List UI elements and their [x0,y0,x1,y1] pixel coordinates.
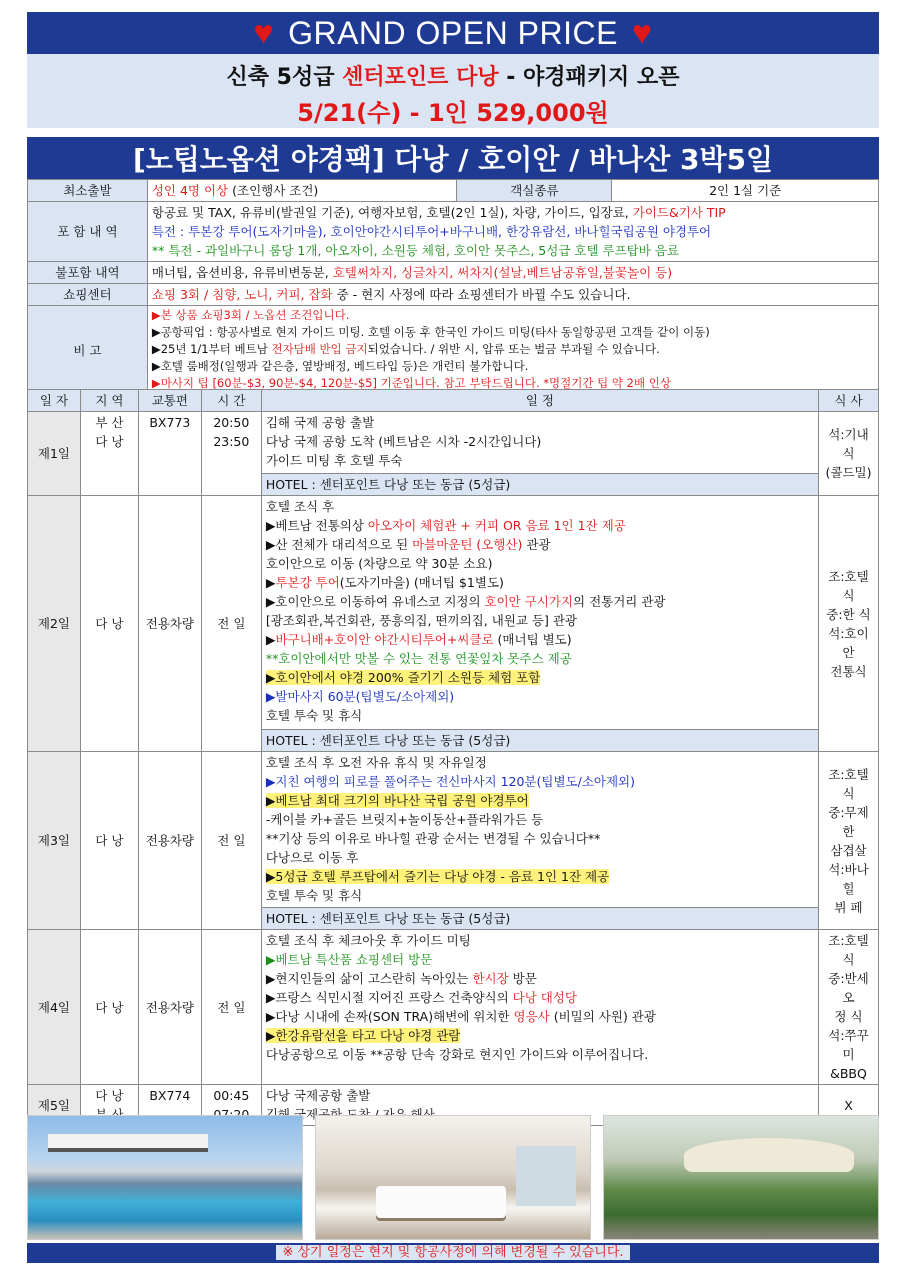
region: 부 산 다 낭 [80,412,138,496]
footer-notice: ※ 상기 일정은 현지 및 항공사정에 의해 변경될 수 있습니다. [27,1243,879,1263]
min-departure-value: 성인 4명 이상 (조인행사 조건) [147,180,457,202]
promo-subtitle [27,54,879,128]
transport: 전용차량 [138,930,201,1085]
excludes-label: 불포함 내역 [28,262,148,284]
hotel-info: HOTEL : 센터포인트 다낭 또는 동급 (5성급) [261,474,818,496]
day-label: 제2일 [28,496,81,752]
grand-open-banner [27,12,879,54]
heart-icon: ♥ [253,13,275,52]
region: 다 낭 [80,752,138,930]
time: 전 일 [201,930,261,1085]
region: 다 낭 [80,930,138,1085]
time: 전 일 [201,496,261,752]
transport: 전용차량 [138,752,201,930]
transport: 전용차량 [138,496,201,752]
excludes-value: 매너팁, 옵션비용, 유류비변동분, 호텔써차지, 싱글차지, 써차지(설날,베트남공휴일,불꽃놀이 등) [147,262,878,284]
includes-value: 항공료 및 TAX, 유류비(발권일 기준), 여행자보험, 호텔(2인 1실), 차량, 가이드, 입장료, 가이드&기사 TIP 특전 : 투본강 투어(도자기마을), 호이안야간시티투어+바구니배, 한강유람선, 바나힐국립공원 야경투어 ** 특전 - 과일바구니 룸당 1개, 아오자이, 소원등 체험, 호이안 못주스, 5성급 호텔 루프탑바 음료 [147,202,878,262]
time: 00:45 [201,1085,261,1126]
includes-label: 포 함 내 역 [28,202,148,262]
itinerary-day-2 [28,496,879,730]
time: 전 일 [201,752,261,930]
schedule-detail: 김해 국제 공항 출발 다낭 국제 공항 도착 (베트남은 시차 -2시간입니다) 가이드 미팅 후 호텔 투숙 [261,412,818,474]
schedule-detail: 다낭 국제공항 출발 [261,1085,818,1126]
itinerary-day-3 [28,752,879,908]
promo-line-1: 신축 5성급 센터포인트 다낭 - 야경패키지 오픈 [226,65,680,90]
meals: 조:호텔식 중:무제한 삼겹살 석:바나힐 뷔 페 [818,752,878,930]
promo-line-2: 5/21(수) - 1인 529,000원 [297,99,609,127]
schedule-detail: 호텔 조식 후 체크아웃 후 가이드 미팅 ▶베트남 특산품 쇼핑센터 방문 ▶현지인들의 삶이 고스란히 녹아있는 한시장 방문 ▶프랑스 식민시절 지어진 프랑스 건축양식의 다낭 대성당 ▶다낭 시내에 손짜(SON TRA)해변에 위치한 영응사 (비밀의 사원) 관광 ▶한강유람선을 타고 다낭 야경 관람 다낭공항으로 이동 **공항 단속 강화로 현지인 가이드와 이루어집니다. [261,930,818,1085]
day-label: 제1일 [28,412,81,496]
itinerary-header: 일 자 지 역 교통편 시 간 일 정 식 사 [28,390,879,412]
banner-title: GRAND OPEN PRICE [288,14,618,51]
day-label: 제4일 [28,930,81,1085]
min-departure-label: 최소출발 [28,180,148,202]
hotel-room-photo [315,1115,591,1240]
remarks-value: ▶본 상품 쇼핑3회 / 노옵션 조건입니다. ▶공항픽업 : 항공사별로 현지 가이드 미팅. 호텔 이동 후 한국인 가이드 미팅(타사 동일항공편 고객들 같이 이동) ▶25년 1/1부터 베트남 전자담배 반입 금지되었습니다. / 위반 시, 압류 또는 벌금 부과될 수 있습니다. ▶호텔 룸배정(일행과 같은층, 옆방배정, 베드타입 등)은 개런티 불가합니다. ▶마사지 팁 [60분-$3, 90분-$4, 120분-$5] 기준입니다. 참고 부탁드립니다. *명절기간 팁 약 2배 인상 [147,306,878,395]
package-title: [노팁노옵션 야경팩] 다낭 / 호이안 / 바나산 3박5일 [27,137,879,179]
hotel-photos [27,1115,879,1240]
hotel-info: HOTEL : 센터포인트 다낭 또는 동급 (5성급) [261,730,818,752]
region: 다 낭 [80,1085,138,1126]
region: 다 낭 [80,496,138,752]
hotel-info: HOTEL : 센터포인트 다낭 또는 동급 (5성급) [261,908,818,930]
shopping-value: 쇼핑 3회 / 침향, 노니, 커피, 잡화 중 - 현지 사정에 따라 쇼핑센터가 바뀔 수도 있습니다. [147,284,878,306]
transport: BX773 [138,412,201,496]
itinerary-day-4 [28,930,879,1085]
time: 20:50 23:50 [201,412,261,496]
schedule-detail: 호텔 조식 후 오전 자유 휴식 및 자유일정 ▶지친 여행의 피로를 풀어주는 전신마사지 120분(팁별도/소아제외) ▶베트남 최대 크기의 바나산 국립 공원 야경투어 -케이블 카+골든 브릿지+놀이동산+플라워가든 등 **기상 등의 이유로 바나힐 관광 순서는 변경될 수 있습니다** 다낭으로 이동 후 ▶5성급 호텔 루프탑에서 즐기는 다낭 야경 - 음료 1인 1잔 제공 호텔 투숙 및 휴식 [261,752,818,908]
transport: BX774 [138,1085,201,1126]
day-label: 제5일 [28,1085,81,1126]
itinerary-day-1 [28,412,879,474]
meals: X [818,1085,878,1126]
meals: 조:호텔식 중:반세오 정 식 석:쭈꾸미 &BBQ [818,930,878,1085]
shopping-label: 쇼핑센터 [28,284,148,306]
itinerary-table [27,389,879,1126]
rooftop-pool-photo [27,1115,303,1240]
package-info-table [27,179,879,395]
schedule-detail: 호텔 조식 후 ▶베트남 전통의상 아오자이 체험관 + 커피 OR 음료 1인 1잔 제공 ▶산 전체가 대리석으로 된 마블마운틴 (오행산) 관광 호이안으로 이동 (차량으로 약 30분 소요) ▶투본강 투어(도자기마을) (매너팁 $1별도) ▶호이안으로 이동하여 유네스코 지정의 호이안 구시가지의 전통거리 관광 [광조회관,복건회관, 풍흥의집, 떤끼의집, 내원교 등] 관광 ▶바구니배+호이안 야간시티투어+씨클로 (매너팁 별도) **호이안에서만 맛볼 수 있는 전통 연꽃잎차 못주스 제공 ▶호이안에서 야경 200% 즐기기 소원등 체험 포함 ▶발마사지 60분(팁별도/소아제외) 호텔 투숙 및 휴식 [261,496,818,730]
room-type-label: 객실종류 [457,180,612,202]
day-label: 제3일 [28,752,81,930]
room-type-value: 2인 1실 기준 [612,180,879,202]
meals: 석:기내식 (콜드밀) [818,412,878,496]
terrace-photo [603,1115,879,1240]
meals: 조:호텔식 중:한 식 석:호이안 전통식 [818,496,878,752]
remarks-label: 비 고 [28,306,148,395]
heart-icon: ♥ [631,13,653,52]
